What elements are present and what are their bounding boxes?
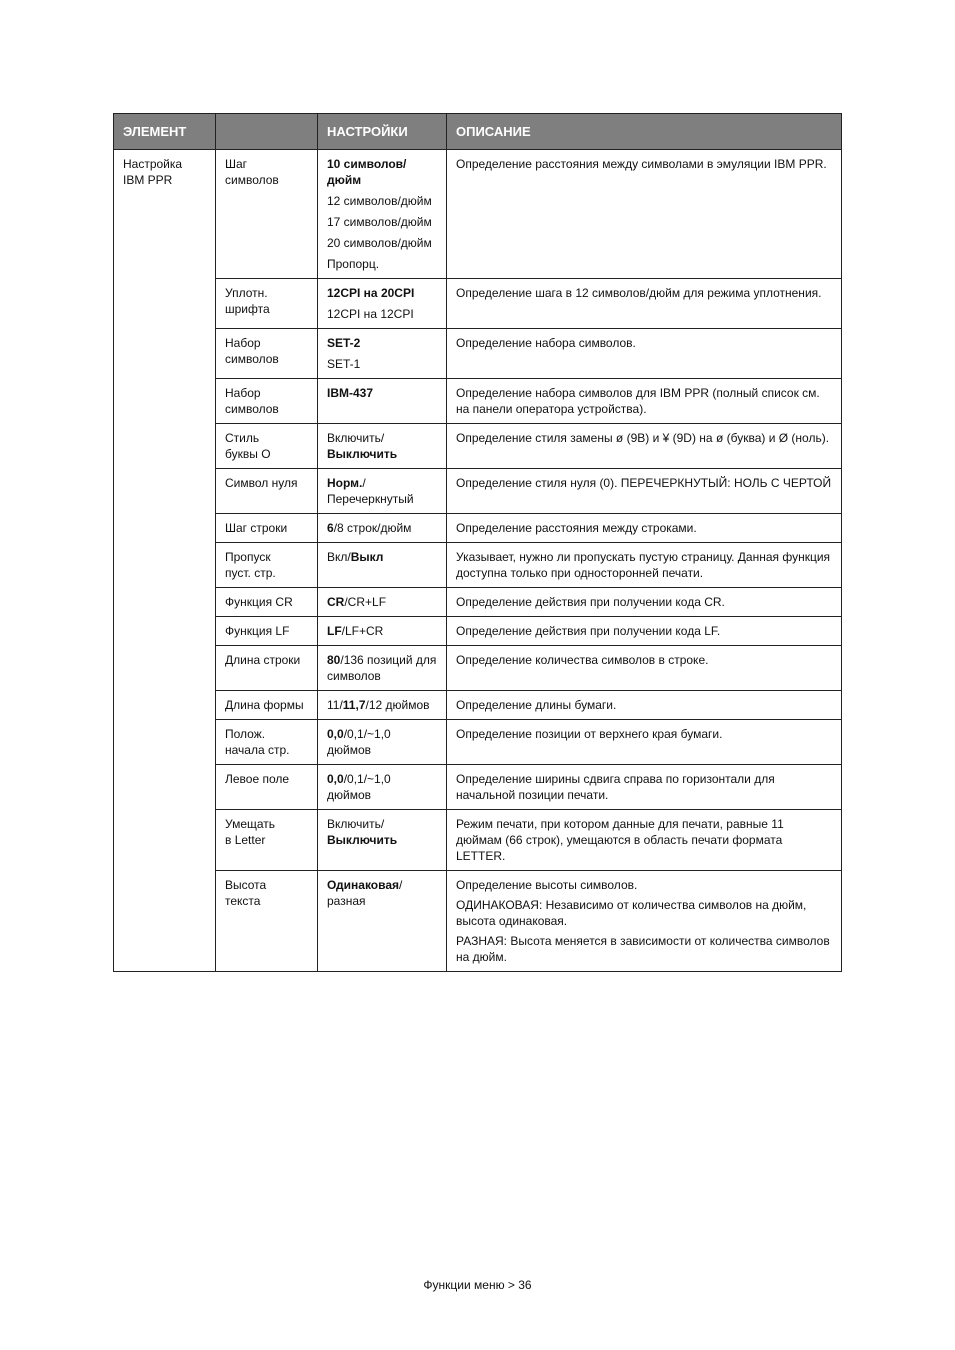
item-name-line: Шаг строки xyxy=(225,521,288,535)
settings-table xyxy=(113,113,842,972)
description xyxy=(447,646,842,691)
setting-option: / Перечеркнутый xyxy=(327,476,414,506)
description xyxy=(447,871,842,972)
description xyxy=(447,469,842,514)
table-row xyxy=(114,469,842,514)
item-name xyxy=(216,871,318,972)
setting-values xyxy=(318,617,447,646)
description-paragraph: Определение набора символов для IBM PPR (полный список см. на панели оператора устройства). xyxy=(456,386,820,416)
table-row xyxy=(114,617,842,646)
item-name-line: Набор xyxy=(225,386,261,400)
item-name-line: Уплотн. xyxy=(225,286,268,300)
item-name-line: Набор xyxy=(225,336,261,350)
setting-option: /8 строк/дюйм xyxy=(333,521,412,535)
setting-values xyxy=(318,150,447,279)
item-name-line: символов xyxy=(225,173,279,187)
setting-value xyxy=(327,549,437,565)
table-row xyxy=(114,646,842,691)
setting-option: /0,1/~1,0 дюймов xyxy=(327,772,391,802)
setting-option: Включить/ xyxy=(327,431,385,445)
item-name xyxy=(216,543,318,588)
setting-option: /CR+LF xyxy=(344,595,387,609)
setting-option: Пропорц. xyxy=(327,257,380,271)
setting-default: IBM-437 xyxy=(327,386,374,400)
setting-default: Норм. xyxy=(327,476,363,490)
setting-values xyxy=(318,810,447,871)
setting-value xyxy=(327,385,437,401)
description xyxy=(447,150,842,279)
item-name xyxy=(216,765,318,810)
group-label-line: IBM PPR xyxy=(123,173,173,187)
item-name xyxy=(216,646,318,691)
setting-value xyxy=(327,475,437,507)
description xyxy=(447,720,842,765)
setting-option: 12 символов/дюйм xyxy=(327,194,432,208)
item-name-line: Высота xyxy=(225,878,267,892)
table-row xyxy=(114,329,842,379)
description-paragraph: Определение расстояния между строками. xyxy=(456,521,697,535)
item-name-line: буквы O xyxy=(225,447,271,461)
description xyxy=(447,379,842,424)
setting-value xyxy=(327,235,437,251)
item-name xyxy=(216,150,318,279)
table-row xyxy=(114,150,842,279)
setting-value xyxy=(327,156,437,188)
setting-value xyxy=(327,520,437,536)
item-name xyxy=(216,424,318,469)
item-name xyxy=(216,588,318,617)
setting-option: Включить/ xyxy=(327,817,385,831)
setting-values xyxy=(318,691,447,720)
description-paragraph: Указывает, нужно ли пропускать пустую страницу. Данная функция доступна только при односторонней печати. xyxy=(456,550,831,580)
setting-default: 12CPI на 20CPI xyxy=(327,286,415,300)
item-name-line: начала стр. xyxy=(225,743,290,757)
item-name xyxy=(216,469,318,514)
setting-default: Выключить xyxy=(327,447,398,461)
setting-default: 11,7 xyxy=(342,698,366,712)
description-paragraph: Определение действия при получении кода CR. xyxy=(456,595,725,609)
setting-values xyxy=(318,720,447,765)
item-name-line: Длина формы xyxy=(225,698,304,712)
setting-default: 10 символов/ дюйм xyxy=(327,157,407,187)
description-paragraph: Определение длины бумаги. xyxy=(456,698,617,712)
item-name-line: Функция CR xyxy=(225,595,293,609)
table-row xyxy=(114,720,842,765)
description-paragraph: Определение расстояния между символами в эмуляции IBM PPR. xyxy=(456,157,827,171)
setting-default: Выключить xyxy=(327,833,398,847)
item-name-line: пуст. стр. xyxy=(225,566,276,580)
item-name xyxy=(216,279,318,329)
setting-option: /0,1/~1,0 дюймов xyxy=(327,727,391,757)
header-description: ОПИСАНИЕ xyxy=(447,114,842,150)
item-name xyxy=(216,617,318,646)
table-row xyxy=(114,514,842,543)
setting-values xyxy=(318,543,447,588)
description xyxy=(447,691,842,720)
description xyxy=(447,543,842,588)
item-name-line: Шаг xyxy=(225,157,248,171)
item-name-line: Полож. xyxy=(225,727,266,741)
setting-value xyxy=(327,697,437,713)
description-paragraph: Определение действия при получении кода LF. xyxy=(456,624,721,638)
description-paragraph: Определение позиции от верхнего края бумаги. xyxy=(456,727,723,741)
table-row xyxy=(114,279,842,329)
setting-default: 0,0 xyxy=(327,772,344,786)
setting-value xyxy=(327,594,437,610)
description-paragraph: Режим печати, при котором данные для печати, равные 11 дюймам (66 строк), умещаются в область печати формата LETTER. xyxy=(456,817,784,863)
table-body xyxy=(114,150,842,972)
item-name xyxy=(216,720,318,765)
description-paragraph: Определение набора символов. xyxy=(456,336,636,350)
setting-value xyxy=(327,214,437,230)
table-header-row xyxy=(114,114,842,150)
setting-value xyxy=(327,652,437,684)
table-row xyxy=(114,379,842,424)
setting-value xyxy=(327,285,437,301)
group-label-line: Настройка xyxy=(123,157,183,171)
setting-option: SET-1 xyxy=(327,357,361,371)
item-name xyxy=(216,514,318,543)
setting-values xyxy=(318,765,447,810)
table-row xyxy=(114,424,842,469)
setting-value xyxy=(327,306,437,322)
setting-value xyxy=(327,726,437,758)
description xyxy=(447,424,842,469)
description xyxy=(447,588,842,617)
description xyxy=(447,765,842,810)
setting-default: 80 xyxy=(327,653,341,667)
setting-value xyxy=(327,356,437,372)
description-paragraph: РАЗНАЯ: Высота меняется в зависимости от количества символов на дюйм. xyxy=(456,934,830,964)
table-row xyxy=(114,871,842,972)
description xyxy=(447,329,842,379)
setting-values xyxy=(318,588,447,617)
setting-value xyxy=(327,430,437,462)
table-row xyxy=(114,543,842,588)
item-name xyxy=(216,329,318,379)
group-label xyxy=(114,150,216,972)
setting-option: 17 символов/дюйм xyxy=(327,215,432,229)
table-row xyxy=(114,588,842,617)
setting-option: / разная xyxy=(327,878,403,908)
description-paragraph: Определение шага в 12 символов/дюйм для режима уплотнения. xyxy=(456,286,822,300)
setting-option: /LF+CR xyxy=(341,624,384,638)
setting-option: 12CPI на 12CPI xyxy=(327,307,414,321)
description-paragraph: Определение стиля нуля (0). ПЕРЕЧЕРКНУТЫЙ: НОЛЬ С ЧЕРТОЙ xyxy=(456,476,832,490)
setting-values xyxy=(318,329,447,379)
page-footer: Функции меню > 36 xyxy=(423,1278,532,1292)
setting-default: Одинаковая xyxy=(327,878,400,892)
table-row xyxy=(114,810,842,871)
setting-default: LF xyxy=(327,624,342,638)
item-name-line: в Letter xyxy=(225,833,266,847)
setting-values xyxy=(318,514,447,543)
description-paragraph: Определение высоты символов. xyxy=(456,878,638,892)
item-name xyxy=(216,379,318,424)
setting-default: SET-2 xyxy=(327,336,361,350)
setting-values xyxy=(318,379,447,424)
description xyxy=(447,514,842,543)
setting-value xyxy=(327,877,437,909)
item-name xyxy=(216,691,318,720)
setting-option: 20 символов/дюйм xyxy=(327,236,432,250)
setting-values xyxy=(318,871,447,972)
description xyxy=(447,810,842,871)
setting-value xyxy=(327,771,437,803)
item-name-line: Стиль xyxy=(225,431,260,445)
setting-default: 0,0 xyxy=(327,727,344,741)
item-name-line: текста xyxy=(225,894,261,908)
setting-default: 6 xyxy=(327,521,334,535)
item-name-line: Функция LF xyxy=(225,624,290,638)
setting-option: /136 позиций для символов xyxy=(327,653,437,683)
item-name-line: Умещать xyxy=(225,817,276,831)
description xyxy=(447,617,842,646)
item-name xyxy=(216,810,318,871)
item-name-line: Длина строки xyxy=(225,653,301,667)
setting-value xyxy=(327,256,437,272)
item-name-line: Символ нуля xyxy=(225,476,298,490)
description-paragraph: ОДИНАКОВАЯ: Независимо от количества символов на дюйм, высота одинаковая. xyxy=(456,898,807,928)
description-paragraph: Определение стиля замены ø (9B) и ¥ (9D) на ø (буква) и Ø (ноль). xyxy=(456,431,830,445)
header-settings: НАСТРОЙКИ xyxy=(318,114,447,150)
item-name-line: Пропуск xyxy=(225,550,271,564)
setting-default: CR xyxy=(327,595,345,609)
setting-values xyxy=(318,469,447,514)
header-element: ЭЛЕМЕНТ xyxy=(114,114,216,150)
item-name-line: символов xyxy=(225,352,279,366)
setting-option: /12 дюймов xyxy=(365,698,430,712)
item-name-line: Левое поле xyxy=(225,772,290,786)
setting-value xyxy=(327,816,437,848)
header-blank xyxy=(216,114,318,150)
table-row xyxy=(114,765,842,810)
description-paragraph: Определение ширины сдвига справа по горизонтали для начальной позиции печати. xyxy=(456,772,775,802)
item-name-line: шрифта xyxy=(225,302,270,316)
table-row xyxy=(114,691,842,720)
setting-default: Выкл xyxy=(350,550,384,564)
setting-option: Вкл/ xyxy=(327,550,351,564)
setting-value xyxy=(327,193,437,209)
setting-values xyxy=(318,279,447,329)
item-name-line: символов xyxy=(225,402,279,416)
setting-value xyxy=(327,623,437,639)
setting-value xyxy=(327,335,437,351)
description xyxy=(447,279,842,329)
description-paragraph: Определение количества символов в строке. xyxy=(456,653,709,667)
setting-values xyxy=(318,424,447,469)
setting-values xyxy=(318,646,447,691)
setting-option: 11/ xyxy=(327,698,343,712)
